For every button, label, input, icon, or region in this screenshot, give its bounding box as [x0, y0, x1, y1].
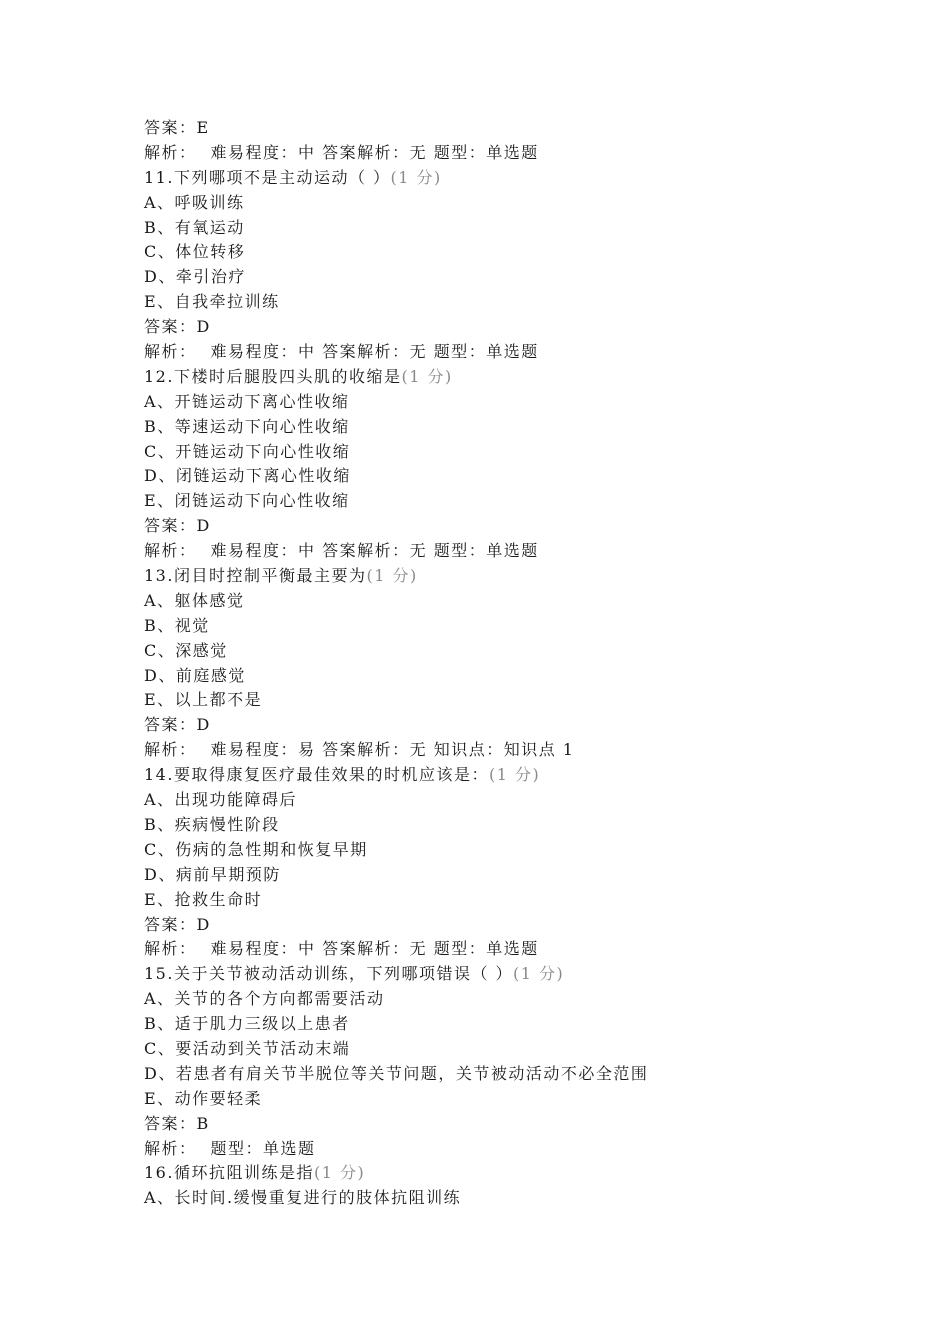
question-score: (1 分) [313, 1163, 366, 1183]
question-title: 12.下楼时后腿股四头肌的收缩是(1 分) [144, 366, 453, 386]
answer-line: 答案：D [144, 715, 211, 735]
question-title: 16.循环抗阻训练是指(1 分) [144, 1163, 366, 1183]
analysis-line: 解析： 难易程度：中 答案解析：无 题型：单选题 [144, 342, 539, 362]
option-e: E、动作要轻柔 [144, 1088, 263, 1108]
question-score: (1 分) [513, 964, 565, 984]
option-c: C、伤病的急性期和恢复早期 [144, 839, 368, 859]
option-c: C、深感觉 [144, 640, 228, 660]
option-b: B、视觉 [144, 615, 210, 635]
option-c: C、开链运动下向心性收缩 [144, 441, 351, 461]
question-score: (1 分) [366, 566, 418, 586]
option-c: C、体位转移 [144, 242, 246, 262]
option-e: E、以上都不是 [144, 690, 263, 710]
option-b: B、适于肌力三级以上患者 [144, 1014, 350, 1034]
option-a: A、躯体感觉 [144, 590, 245, 610]
option-b: B、疾病慢性阶段 [144, 814, 280, 834]
option-e: E、自我牵拉训练 [144, 292, 280, 312]
option-b: B、等速运动下向心性收缩 [144, 416, 350, 436]
option-c: C、要活动到关节活动末端 [144, 1038, 351, 1058]
answer-line: 答案：D [144, 516, 211, 536]
option-d: D、牵引治疗 [144, 267, 246, 287]
question-title: 13.闭目时控制平衡最主要为(1 分) [144, 566, 418, 586]
option-a: A、开链运动下离心性收缩 [144, 391, 350, 411]
question-score: (1 分) [390, 167, 442, 187]
option-a: A、出现功能障碍后 [144, 790, 298, 810]
analysis-line: 解析： 难易程度：中 答案解析：无 题型：单选题 [144, 541, 539, 561]
option-e: E、抢救生命时 [144, 889, 263, 909]
question-score: (1 分) [488, 765, 541, 785]
question-title: 15.关于关节被动活动训练，下列哪项错误（ ）(1 分) [144, 964, 565, 984]
option-d: D、若患者有肩关节半脱位等关节问题，关节被动活动不必全范围 [144, 1063, 649, 1083]
option-b: B、有氧运动 [144, 217, 245, 237]
question-score: (1 分) [401, 366, 453, 386]
option-d: D、病前早期预防 [144, 864, 281, 884]
answer-line: 答案：E [144, 118, 210, 137]
analysis-line: 解析： 题型：单选题 [144, 1138, 316, 1158]
analysis-line: 解析： 难易程度：中 答案解析：无 题型：单选题 [144, 142, 539, 162]
option-e: E、闭链运动下向心性收缩 [144, 491, 350, 511]
answer-line: 答案：D [144, 317, 211, 337]
answer-line: 答案：B [144, 1113, 210, 1133]
analysis-line: 解析： 难易程度：中 答案解析：无 题型：单选题 [144, 939, 539, 959]
option-a: A、呼吸训练 [144, 192, 245, 212]
option-a: A、关节的各个方向都需要活动 [144, 989, 385, 1009]
option-a: A、长时间.缓慢重复进行的肢体抗阻训练 [144, 1188, 462, 1208]
answer-line: 答案：D [144, 914, 211, 934]
option-d: D、前庭感觉 [144, 665, 246, 685]
exam-document [144, 116, 864, 1211]
option-d: D、闭链运动下离心性收缩 [144, 466, 351, 486]
analysis-line: 解析： 难易程度：易 答案解析：无 知识点：知识点 1 [144, 740, 575, 760]
question-title: 11.下列哪项不是主动运动（ ）(1 分) [144, 167, 442, 187]
question-title: 14.要取得康复医疗最佳效果的时机应该是：(1 分) [144, 765, 541, 785]
